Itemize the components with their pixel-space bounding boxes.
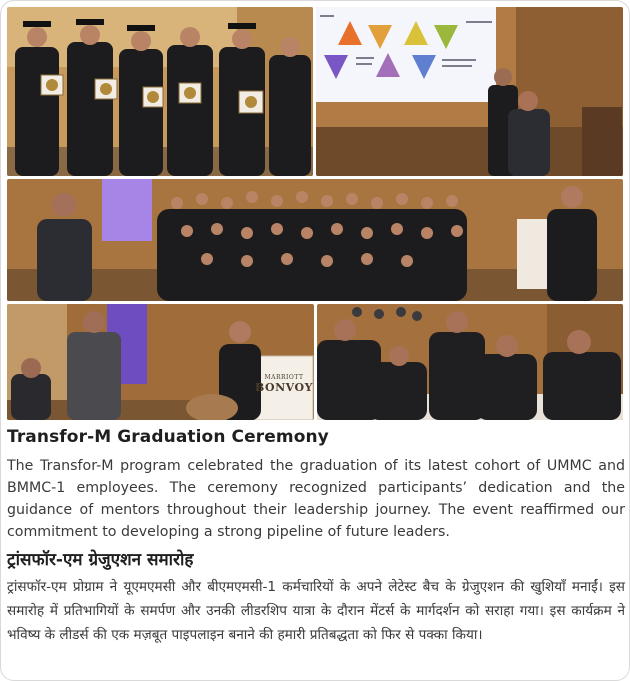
photo-participants-session	[317, 304, 623, 420]
article-title-en: Transfor-M Graduation Ceremony	[7, 427, 329, 447]
article-body-en: The Transfor-M program celebrated the graduation of its latest cohort of UMMC and BMMC-1 employees. The ceremony recognized participants’ dedication and the guidance of mentors throughout their leadership journey. The event reaffirmed our commitment to developing a strong pipeline of future leaders.	[7, 458, 625, 540]
signage-name: BONVOY	[255, 381, 313, 394]
article-body-hi: ट्रांसफॉर-एम प्रोग्राम ने यूएमएमसी और बीएमएमसी-1 कर्मचारियों के अपने लेटेस्ट बैच के ग्रेजुएशन की खुशियाँ मनाईं। इस समारोह में प्रतिभागियों के समर्पण और उनकी लीडरशिप यात्रा के दौरान मेंटर्स के मार्गदर्शन को सराहा गया। इस कार्यक्रम ने भविष्य के लीडर्स की एक मज़बूत पाइपलाइन बनाने की हमारी प्रतिबद्धता को फिर से पक्का किया।	[7, 579, 625, 643]
photo-presentation-screen	[316, 7, 623, 176]
photo-speaker-marriott-signage	[7, 304, 314, 420]
photo-group-celebration	[7, 179, 623, 301]
photo-graduates-with-plaques	[7, 7, 313, 176]
signage-brand: MARRIOTT	[264, 374, 304, 381]
article-title-hi: ट्रांसफॉर-एम ग्रेजुएशन समारोह	[7, 550, 194, 570]
